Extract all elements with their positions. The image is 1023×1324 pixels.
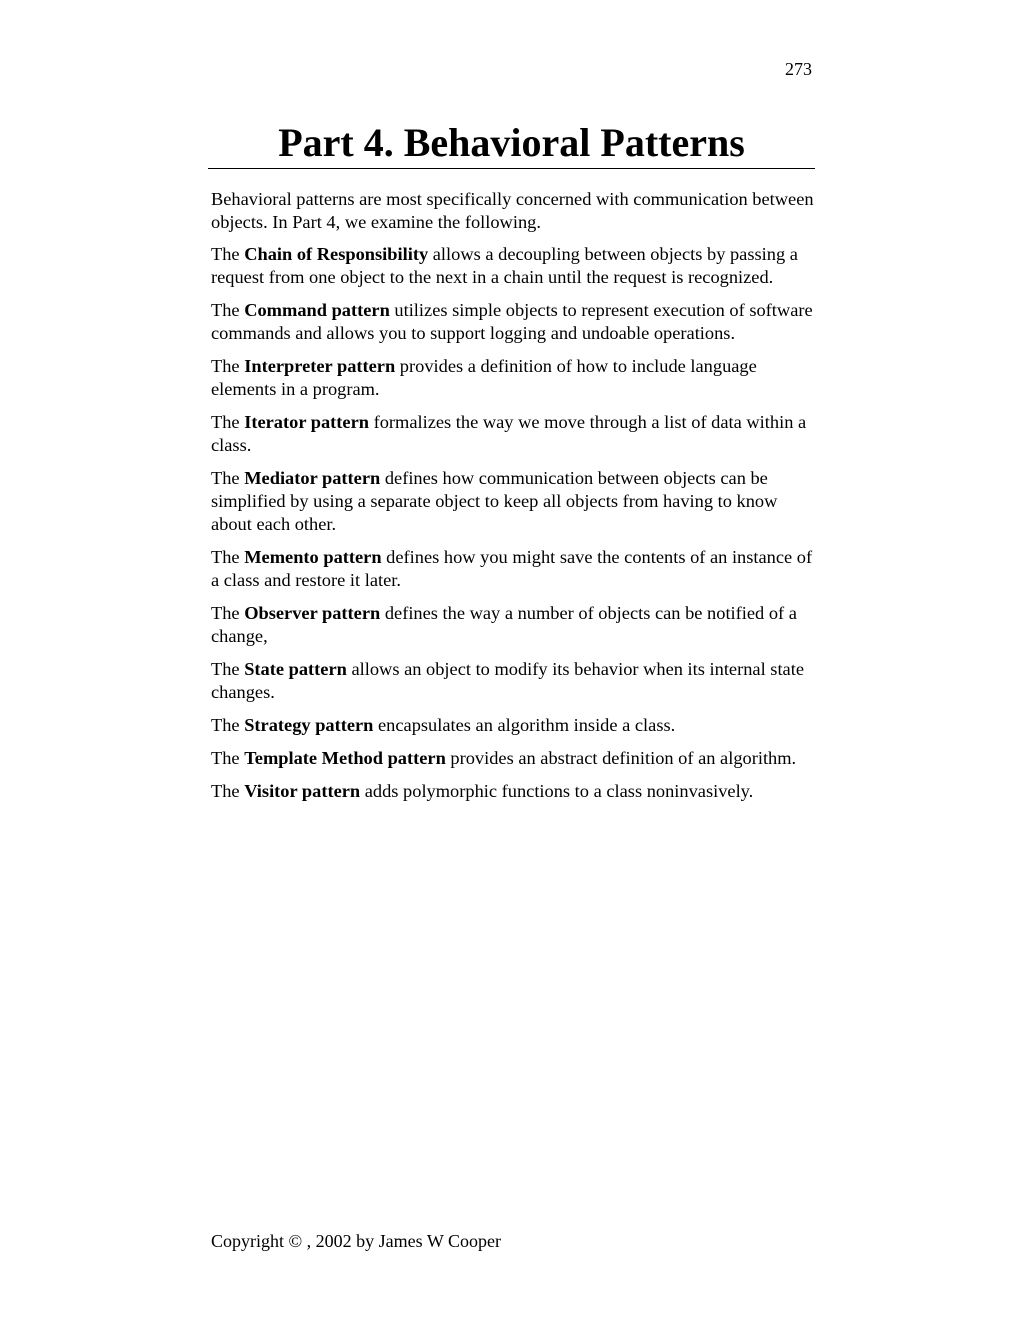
pattern-paragraph: [211, 299, 815, 345]
pattern-name: Memento pattern: [244, 547, 382, 567]
page-title: Part 4. Behavioral Patterns: [278, 120, 745, 165]
pattern-name: Mediator pattern: [244, 468, 381, 488]
pattern-paragraph: [211, 411, 815, 457]
pattern-lead: The: [211, 300, 245, 320]
pattern-description: defines the way a number of objects can be notified of a change,: [211, 603, 797, 646]
pattern-lead: The: [211, 356, 245, 376]
pattern-description: defines how communication between objects can be simplified by using a separate object to keep all objects from having to know about each other.: [211, 468, 778, 534]
pattern-paragraph: [211, 714, 815, 737]
pattern-lead: The: [211, 547, 245, 567]
pattern-paragraph: [211, 467, 815, 536]
pattern-name: Template Method pattern: [244, 748, 446, 768]
pattern-description: provides an abstract definition of an algorithm.: [445, 748, 797, 768]
pattern-name: Command pattern: [244, 300, 390, 320]
pattern-paragraph: [211, 658, 815, 704]
copyright-footer: Copyright © , 2002 by James W Cooper: [211, 1231, 501, 1251]
pattern-name: Strategy pattern: [244, 715, 374, 735]
pattern-name: Visitor pattern: [244, 781, 361, 801]
pattern-description: allows an object to modify its behavior when its internal state changes.: [211, 659, 804, 702]
page-number: 273: [785, 59, 812, 79]
pattern-lead: The: [211, 468, 245, 488]
pattern-lead: The: [211, 781, 245, 801]
pattern-lead: The: [211, 748, 245, 768]
pattern-description: utilizes simple objects to represent execution of software commands and allows you to support logging and undoable operations.: [211, 300, 813, 343]
pattern-paragraph: [211, 243, 815, 289]
pattern-paragraph: [211, 780, 815, 803]
intro-paragraph: Behavioral patterns are most specifically concerned with communication between objects. In Part 4, we examine the following.: [211, 189, 814, 232]
pattern-lead: The: [211, 603, 245, 623]
pattern-description: formalizes the way we move through a list of data within a class.: [211, 412, 807, 455]
pattern-name: Observer pattern: [244, 603, 381, 623]
pattern-name: Interpreter pattern: [244, 356, 396, 376]
pattern-name: Chain of Responsibility: [244, 244, 429, 264]
pattern-description: adds polymorphic functions to a class noninvasively.: [360, 781, 754, 801]
pattern-name: State pattern: [244, 659, 347, 679]
pattern-lead: The: [211, 244, 245, 264]
pattern-description: provides a definition of how to include language elements in a program.: [211, 356, 757, 399]
pattern-paragraph: [211, 747, 815, 770]
pattern-lead: The: [211, 715, 245, 735]
pattern-lead: The: [211, 412, 245, 432]
pattern-lead: The: [211, 659, 245, 679]
pattern-description: defines how you might save the contents of an instance of a class and restore it later.: [211, 547, 813, 590]
title-underline: [208, 168, 815, 169]
pattern-name: Iterator pattern: [244, 412, 369, 432]
pattern-description: allows a decoupling between objects by passing a request from one object to the next in a chain until the request is recognized.: [211, 244, 798, 287]
document-body: [211, 188, 815, 813]
pattern-paragraph: [211, 546, 815, 592]
pattern-paragraph: [211, 602, 815, 648]
pattern-paragraph: [211, 355, 815, 401]
pattern-description: encapsulates an algorithm inside a class.: [373, 715, 676, 735]
